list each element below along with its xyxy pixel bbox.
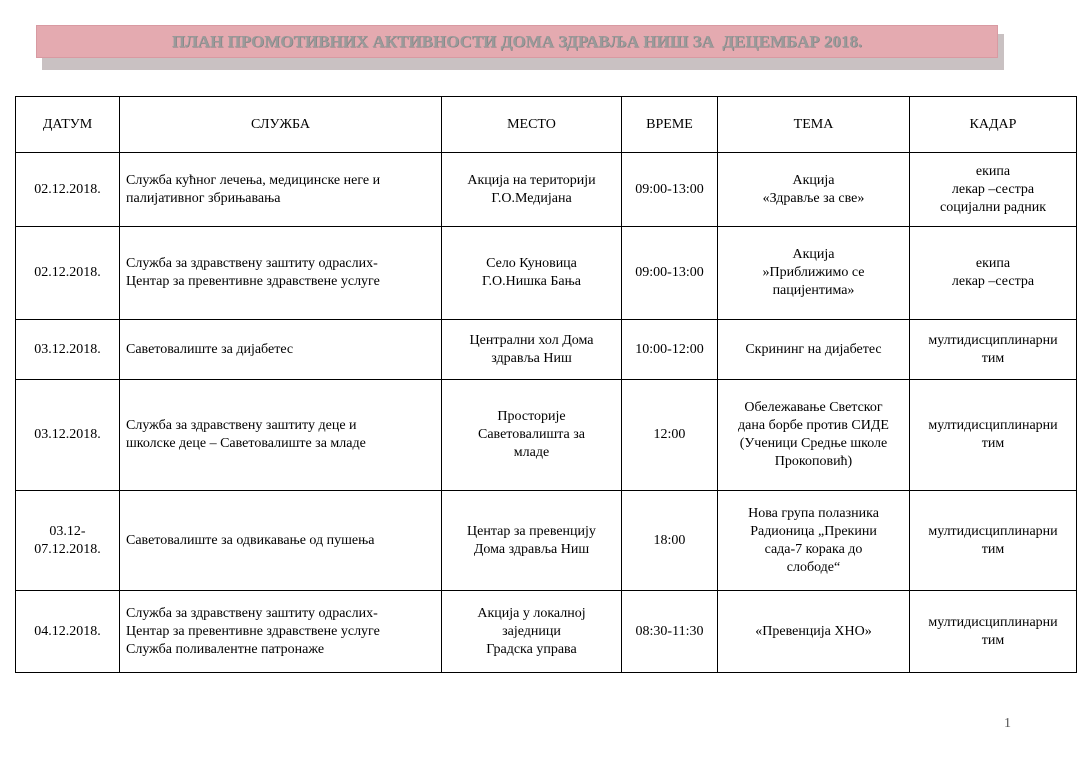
cell-staff bbox=[910, 491, 1077, 591]
cell-place bbox=[442, 227, 622, 320]
page-title: ПЛАН ПРОМОТИВНИХ АКТИВНОСТИ ДОМА ЗДРАВЉА НИШ ЗА ДЕЦЕМБАР 2018. bbox=[171, 31, 863, 51]
table-row bbox=[16, 227, 1077, 320]
cell-topic bbox=[718, 380, 910, 491]
cell-place-line: здравља Ниш bbox=[491, 350, 572, 366]
cell-service-line: школске деце – Саветовалиште за младе bbox=[126, 436, 366, 451]
cell-service-line: Служба за здравствену заштиту одраслих- bbox=[126, 256, 378, 271]
cell-staff-line: тим bbox=[981, 436, 1005, 451]
cell-place-line: Просторије bbox=[497, 409, 566, 424]
cell-topic-line: Акција bbox=[792, 247, 835, 262]
table-row bbox=[16, 153, 1077, 227]
cell-service-line: Служба за здравствену заштиту одраслих- bbox=[126, 605, 378, 621]
cell-time-line: 10:00-12:00 bbox=[635, 341, 704, 357]
cell-staff-line: мултидисциплинарни bbox=[928, 614, 1058, 630]
cell-staff-line: мултидисциплинарни bbox=[928, 523, 1058, 539]
cell-place-line: Дома здравља Ниш bbox=[473, 541, 590, 557]
cell-time bbox=[622, 320, 718, 380]
cell-topic bbox=[718, 153, 910, 227]
cell-date-line: 03.12.2018. bbox=[34, 341, 101, 357]
cell-date bbox=[16, 153, 120, 227]
cell-place bbox=[442, 320, 622, 380]
header-time: ВРЕМЕ bbox=[622, 97, 718, 153]
cell-service-line: Служба за здравствену заштиту деце и bbox=[126, 418, 357, 433]
cell-staff-line: лекар –сестра bbox=[951, 181, 1035, 197]
cell-place-line: Саветовалишта за bbox=[478, 427, 585, 442]
table-row bbox=[16, 491, 1077, 591]
cell-topic bbox=[718, 320, 910, 380]
cell-service bbox=[120, 380, 442, 491]
cell-place-line: Центар за превенцију bbox=[467, 523, 596, 539]
cell-topic-line: (Ученици Средње школе bbox=[739, 436, 888, 451]
cell-staff bbox=[910, 153, 1077, 227]
cell-service bbox=[120, 320, 442, 380]
cell-topic-line: пацијентима» bbox=[772, 283, 855, 298]
cell-time bbox=[622, 491, 718, 591]
cell-time-line: 08:30-11:30 bbox=[635, 623, 704, 639]
page-number: 1 bbox=[1004, 716, 1011, 731]
cell-topic bbox=[718, 591, 910, 673]
cell-service-line: палијативног збрињавања bbox=[126, 190, 281, 206]
cell-date-line: 03.12- bbox=[49, 523, 86, 539]
cell-time bbox=[622, 591, 718, 673]
cell-staff-line: мултидисциплинарни bbox=[928, 418, 1058, 433]
activity-plan-table bbox=[15, 96, 1077, 673]
table-row bbox=[16, 591, 1077, 673]
cell-date-line: 07.12.2018. bbox=[34, 541, 101, 557]
cell-staff bbox=[910, 380, 1077, 491]
cell-staff-line: тим bbox=[981, 632, 1005, 648]
cell-date-line: 02.12.2018. bbox=[34, 181, 101, 197]
cell-date bbox=[16, 227, 120, 320]
cell-place-line: Акција у локалној bbox=[477, 605, 586, 621]
cell-staff-line: тим bbox=[981, 350, 1005, 366]
cell-staff bbox=[910, 591, 1077, 673]
cell-staff-line: тим bbox=[981, 541, 1005, 557]
cell-place bbox=[442, 591, 622, 673]
cell-place bbox=[442, 491, 622, 591]
cell-time-line: 09:00-13:00 bbox=[635, 265, 704, 280]
title-banner-box bbox=[36, 25, 998, 58]
cell-place-line: заједници bbox=[502, 623, 561, 639]
cell-place-line: Градска управа bbox=[486, 641, 577, 657]
table-header-row bbox=[16, 97, 1077, 153]
cell-time-line: 12:00 bbox=[653, 427, 686, 442]
cell-date-line: 03.12.2018. bbox=[34, 427, 101, 442]
cell-service bbox=[120, 227, 442, 320]
header-staff: КАДАР bbox=[910, 97, 1077, 153]
cell-place-line: Г.О.Нишка Бања bbox=[482, 274, 581, 289]
header-topic: ТЕМА bbox=[718, 97, 910, 153]
title-banner bbox=[36, 25, 998, 58]
table-body bbox=[16, 153, 1077, 673]
cell-topic-line: Обележавање Светског bbox=[744, 400, 883, 415]
cell-date bbox=[16, 491, 120, 591]
cell-place bbox=[442, 153, 622, 227]
cell-topic bbox=[718, 227, 910, 320]
cell-topic-line: дана борбе против СИДЕ bbox=[738, 418, 889, 433]
cell-date bbox=[16, 591, 120, 673]
cell-topic-line: Скрининг на дијабетес bbox=[745, 341, 882, 357]
cell-topic-line: Радионица „Прекини bbox=[750, 523, 877, 539]
cell-service bbox=[120, 491, 442, 591]
cell-topic bbox=[718, 491, 910, 591]
cell-date-line: 04.12.2018. bbox=[34, 623, 101, 639]
cell-place-line: Акција на територији bbox=[467, 172, 596, 188]
cell-service-line: Служба поливалентне патронаже bbox=[126, 641, 325, 657]
cell-staff bbox=[910, 320, 1077, 380]
cell-time bbox=[622, 380, 718, 491]
cell-topic-line: Акција bbox=[792, 172, 835, 188]
cell-staff-line: социјални радник bbox=[939, 199, 1047, 215]
cell-date bbox=[16, 380, 120, 491]
cell-time-line: 18:00 bbox=[653, 532, 686, 548]
cell-staff-line: мултидисциплинарни bbox=[928, 332, 1058, 348]
cell-time bbox=[622, 227, 718, 320]
header-place: МЕСТО bbox=[442, 97, 622, 153]
cell-staff-line: екипа bbox=[975, 256, 1011, 271]
header-date: ДАТУМ bbox=[16, 97, 120, 153]
cell-place-line: Село Куновица bbox=[486, 256, 577, 271]
cell-place-line: Г.О.Медијана bbox=[491, 190, 572, 206]
cell-staff bbox=[910, 227, 1077, 320]
cell-service bbox=[120, 591, 442, 673]
table-row bbox=[16, 380, 1077, 491]
cell-date-line: 02.12.2018. bbox=[34, 265, 101, 280]
cell-service-line: Служба кућног лечења, медицинске неге и bbox=[126, 172, 381, 188]
cell-service-line: Саветовалиште за одвикавање од пушења bbox=[126, 532, 375, 548]
cell-place-line: младе bbox=[513, 445, 550, 460]
cell-staff-line: екипа bbox=[975, 163, 1011, 179]
cell-topic-line: «Превенција ХНО» bbox=[755, 623, 872, 639]
cell-time-line: 09:00-13:00 bbox=[635, 181, 704, 197]
cell-date bbox=[16, 320, 120, 380]
cell-service bbox=[120, 153, 442, 227]
table-row bbox=[16, 320, 1077, 380]
cell-topic-line: Нова група полазника bbox=[748, 505, 879, 521]
cell-topic-line: »Приближимо се bbox=[762, 265, 865, 280]
cell-staff-line: лекар –сестра bbox=[951, 274, 1035, 289]
cell-service-line: Центар за превентивне здравствене услуге bbox=[126, 274, 380, 289]
header-service: СЛУЖБА bbox=[120, 97, 442, 153]
cell-time bbox=[622, 153, 718, 227]
cell-topic-line: сада-7 корака до bbox=[764, 541, 863, 557]
cell-service-line: Саветовалиште за дијабетес bbox=[126, 341, 294, 357]
cell-service-line: Центар за превентивне здравствене услуге bbox=[126, 623, 380, 639]
cell-topic-line: Прокоповић) bbox=[774, 454, 853, 469]
cell-place bbox=[442, 380, 622, 491]
cell-place-line: Централни хол Дома bbox=[469, 332, 594, 348]
cell-topic-line: слободе“ bbox=[786, 559, 841, 575]
cell-topic-line: «Здравље за све» bbox=[762, 190, 865, 206]
